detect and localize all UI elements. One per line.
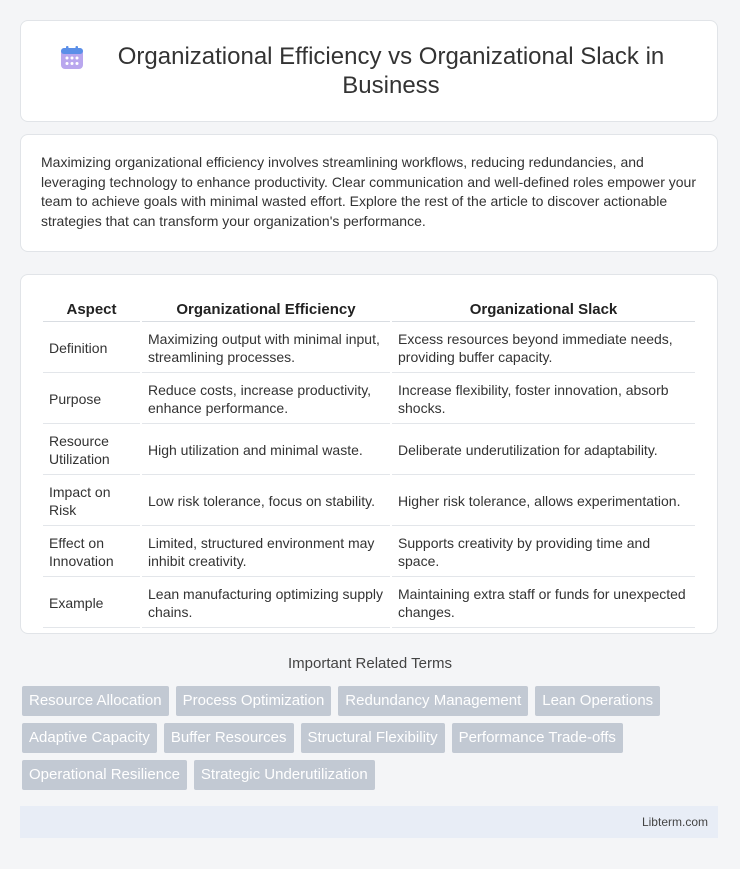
calendar-icon [59,45,85,71]
related-terms-list [22,686,722,797]
row-aspect: Resource Utilization [43,426,140,475]
row-efficiency: Lean manufacturing optimizing supply chains. [142,579,390,628]
row-efficiency: High utilization and minimal waste. [142,426,390,475]
term-tag[interactable]: Lean Operations [535,686,660,716]
row-aspect: Effect on Innovation [43,528,140,577]
term-tag[interactable]: Redundancy Management [338,686,528,716]
term-tag[interactable]: Buffer Resources [164,723,294,753]
footer [20,806,718,838]
comparison-card [20,274,718,634]
page-title: Organizational Efficiency vs Organizational Slack in Business [117,43,665,99]
row-aspect: Definition [43,324,140,373]
term-tag[interactable]: Strategic Underutilization [194,760,375,790]
row-slack: Maintaining extra staff or funds for unexpected changes. [392,579,695,628]
title-card [20,20,718,122]
intro-paragraph: Maximizing organizational efficiency involves streamlining workflows, reducing redundancies, and leveraging technology to enhance productivity. Clear communication and well-defined roles empower your team to achieve goals with minimal wasted effort. Explore the rest of the article to discover actionable strategies that can transform your organization's performance. [41,154,696,229]
header-efficiency: Organizational Efficiency [142,297,390,322]
table-row [43,375,695,424]
header-slack: Organizational Slack [392,297,695,322]
row-aspect: Example [43,579,140,628]
term-tag[interactable]: Structural Flexibility [301,723,445,753]
title-wrap [59,42,679,100]
term-tag[interactable]: Operational Resilience [22,760,187,790]
row-efficiency: Low risk tolerance, focus on stability. [142,477,390,526]
term-tag[interactable]: Adaptive Capacity [22,723,157,753]
term-tag[interactable]: Performance Trade-offs [452,723,623,753]
table-row [43,579,695,628]
intro-card [20,134,718,252]
comparison-table [41,295,697,630]
table-row [43,324,695,373]
row-slack: Excess resources beyond immediate needs, providing buffer capacity. [392,324,695,373]
row-efficiency: Limited, structured environment may inhibit creativity. [142,528,390,577]
table-row [43,426,695,475]
row-efficiency: Reduce costs, increase productivity, enhance performance. [142,375,390,424]
related-terms-heading: Important Related Terms [288,655,452,672]
table-row [43,528,695,577]
row-slack: Deliberate underutilization for adaptability. [392,426,695,475]
row-slack: Supports creativity by providing time and space. [392,528,695,577]
row-efficiency: Maximizing output with minimal input, streamlining processes. [142,324,390,373]
row-slack: Higher risk tolerance, allows experimentation. [392,477,695,526]
term-tag[interactable]: Process Optimization [176,686,332,716]
header-aspect: Aspect [43,297,140,322]
table-row [43,477,695,526]
row-slack: Increase flexibility, foster innovation, absorb shocks. [392,375,695,424]
row-aspect: Impact on Risk [43,477,140,526]
table-header-row [43,297,695,322]
footer-site-link[interactable]: Libterm.com [641,815,708,829]
row-aspect: Purpose [43,375,140,424]
term-tag[interactable]: Resource Allocation [22,686,169,716]
